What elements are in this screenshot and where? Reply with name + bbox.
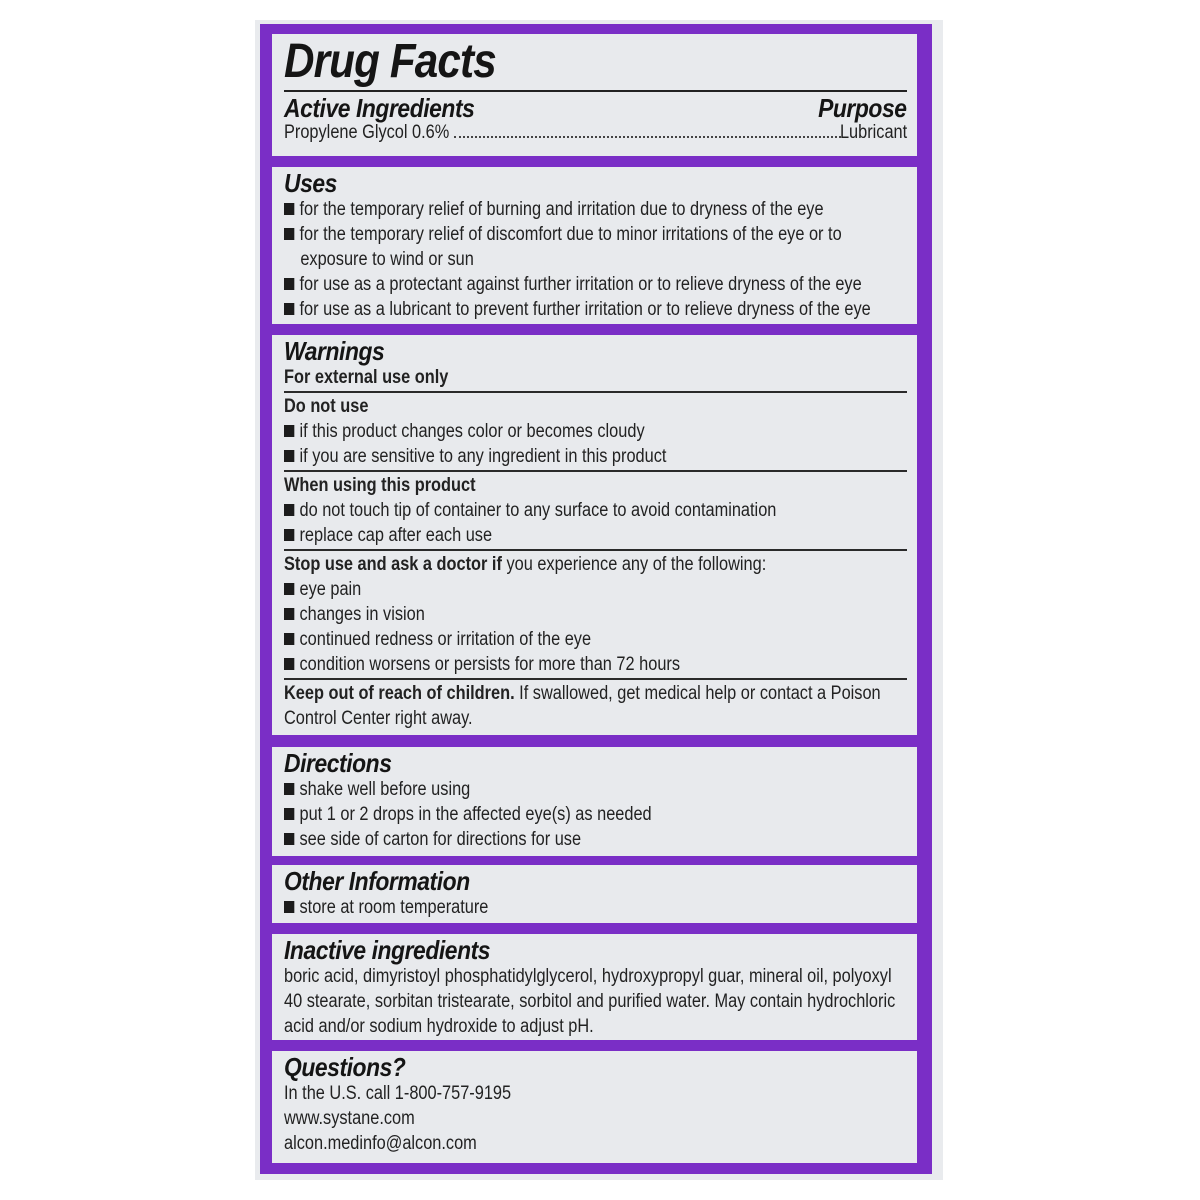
list-item-continuation: exposure to wind or sun — [300, 249, 474, 270]
square-bullet-icon — [284, 633, 294, 645]
square-bullet-icon — [284, 228, 294, 240]
ingredient-purpose: Lubricant — [839, 122, 907, 143]
square-bullet-icon — [284, 608, 294, 620]
other-information-heading: Other Information — [284, 866, 470, 896]
list-item: if you are sensitive to any ingredient in this product — [284, 444, 820, 469]
when-using-heading: When using this product — [284, 475, 476, 496]
warnings-heading: Warnings — [284, 336, 385, 366]
email-link[interactable]: alcon.medinfo@alcon.com — [284, 1133, 477, 1154]
questions-heading: Questions? — [284, 1052, 406, 1082]
list-item: see side of carton for directions for use — [284, 827, 820, 852]
dotted-leader — [454, 135, 841, 138]
list-item: put 1 or 2 drops in the affected eye(s) as needed — [284, 802, 820, 827]
square-bullet-icon — [284, 783, 294, 795]
list-item: if this product changes color or becomes cloudy — [284, 419, 820, 444]
divider — [284, 391, 907, 393]
list-item: for the temporary relief of discomfort due to minor irritations of the eye or to — [284, 222, 820, 247]
page-title: Drug Facts — [284, 35, 496, 88]
list-item: condition worsens or persists for more than 72 hours — [284, 652, 820, 677]
ingredient-name: Propylene Glycol 0.6% — [284, 122, 450, 143]
list-item: for the temporary relief of burning and irritation due to dryness of the eye — [284, 197, 820, 222]
square-bullet-icon — [284, 303, 294, 315]
website-link[interactable]: www.systane.com — [284, 1108, 415, 1129]
inactive-ingredients-heading: Inactive ingredients — [284, 935, 491, 965]
divider — [284, 549, 907, 551]
directions-heading: Directions — [284, 748, 392, 778]
square-bullet-icon — [284, 203, 294, 215]
keep-out-of-reach-notice: Keep out of reach of children. If swallowed, get medical help or contact a Poison Control Center right away. — [284, 683, 881, 729]
directions-panel — [272, 747, 917, 856]
list-item: eye pain — [284, 577, 820, 602]
active-ingredient-row — [284, 122, 907, 144]
questions-panel — [272, 1051, 917, 1163]
drug-facts-label — [255, 20, 943, 1180]
active-ingredients-panel — [272, 34, 917, 156]
list-item: for use as a lubricant to prevent further irritation or to relieve dryness of the eye — [284, 297, 820, 322]
active-ingredients-header — [284, 94, 907, 122]
square-bullet-icon — [284, 833, 294, 845]
square-bullet-icon — [284, 529, 294, 541]
do-not-use-heading: Do not use — [284, 396, 369, 417]
stop-use-heading: Stop use and ask a doctor if you experience any of the following: — [284, 554, 767, 575]
active-ingredients-heading: Active Ingredients — [284, 93, 475, 123]
uses-heading: Uses — [284, 168, 337, 198]
inactive-ingredients-text: boric acid, dimyristoyl phosphatidylglycerol, hydroxypropyl guar, mineral oil, polyoxyl 40 stearate, sorbitan tristearate, sorbitol and purified water. May contain hydrochloric acid and/or sodium hydroxide to adjust pH. — [284, 966, 896, 1037]
square-bullet-icon — [284, 450, 294, 462]
list-item: for use as a protectant against further irritation or to relieve dryness of the eye — [284, 272, 820, 297]
square-bullet-icon — [284, 808, 294, 820]
square-bullet-icon — [284, 901, 294, 913]
uses-panel — [272, 167, 917, 324]
list-item: do not touch tip of container to any surface to avoid contamination — [284, 498, 820, 523]
external-use-notice: For external use only — [284, 367, 449, 388]
list-item: changes in vision — [284, 602, 820, 627]
square-bullet-icon — [284, 425, 294, 437]
square-bullet-icon — [284, 278, 294, 290]
purpose-heading: Purpose — [818, 93, 907, 123]
divider — [284, 678, 907, 680]
list-item: replace cap after each use — [284, 523, 820, 548]
list-item: store at room temperature — [284, 895, 820, 920]
divider — [284, 90, 907, 92]
list-item: shake well before using — [284, 777, 820, 802]
warnings-panel — [272, 335, 917, 735]
list-item: continued redness or irritation of the eye — [284, 627, 820, 652]
square-bullet-icon — [284, 504, 294, 516]
inactive-ingredients-panel — [272, 934, 917, 1040]
square-bullet-icon — [284, 658, 294, 670]
other-information-panel — [272, 865, 917, 923]
square-bullet-icon — [284, 583, 294, 595]
purple-frame — [260, 24, 932, 1174]
divider — [284, 470, 907, 472]
phone-line: In the U.S. call 1-800-757-9195 — [284, 1083, 512, 1104]
